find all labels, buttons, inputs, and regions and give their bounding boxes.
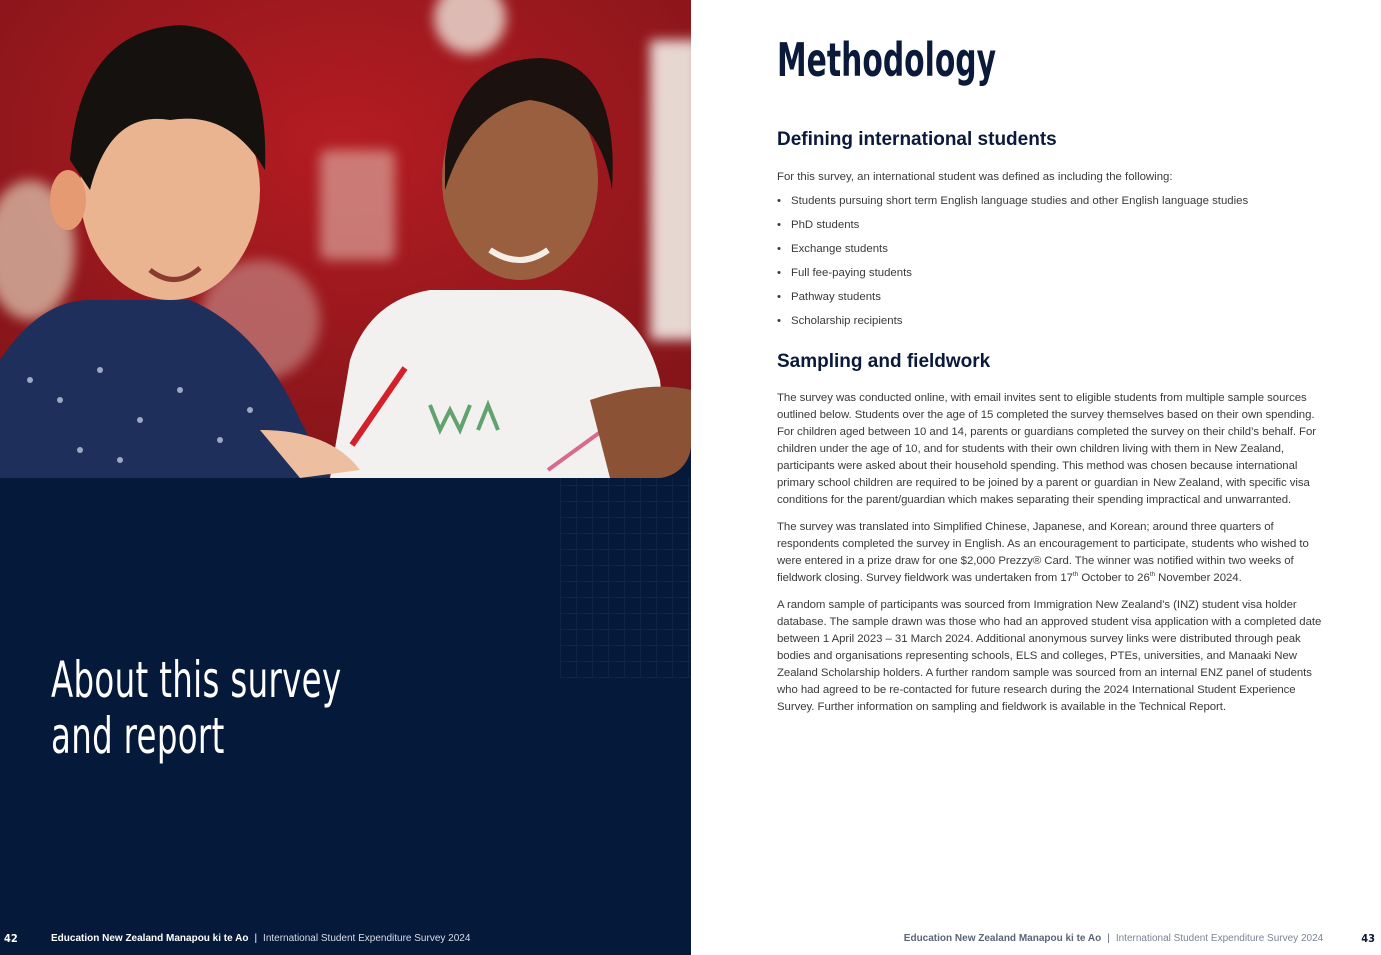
list-item bbox=[777, 218, 1333, 232]
list-item-text: Exchange students bbox=[791, 243, 888, 255]
list-item bbox=[777, 242, 1333, 256]
right-footer bbox=[904, 931, 1375, 947]
left-footer bbox=[4, 931, 684, 947]
right-page bbox=[691, 0, 1381, 955]
paragraph-2-text-a: The survey was translated into Simplified Chinese, Japanese, and Korean; around three quarters of respondents completed the survey in English. As an encouragement to participate, students who wished to were entered in a prize draw for one $2,000 Prezzy® Card. The winner was notified within two weeks of fieldwork closing. Survey fieldwork was undertaken from 17 bbox=[777, 521, 1309, 584]
sampling-paragraph-2 bbox=[777, 519, 1333, 587]
bullet-icon: • bbox=[777, 315, 781, 327]
ordinal-suffix: th bbox=[1149, 571, 1156, 579]
bullet-icon: • bbox=[777, 291, 781, 303]
footer-report-title: International Student Expenditure Survey 2024 bbox=[1115, 933, 1324, 944]
footer-separator: | bbox=[1107, 933, 1110, 944]
list-item-text: PhD students bbox=[791, 219, 860, 231]
bullet-icon: • bbox=[777, 219, 781, 231]
student-type-list bbox=[777, 194, 1333, 328]
paragraph-2-text-c: November 2024. bbox=[1155, 572, 1242, 584]
defining-intro: For this survey, an international student was defined as including the following: bbox=[777, 171, 1173, 183]
footer-org-text: Education New Zealand Manapou ki te Ao bbox=[903, 933, 1102, 944]
footer-report-title: International Student Expenditure Survey 2024 bbox=[263, 933, 471, 944]
cover-photo bbox=[0, 0, 691, 478]
list-item bbox=[777, 314, 1333, 328]
page-title: Methodology bbox=[777, 33, 997, 87]
ordinal-suffix: th bbox=[1072, 571, 1079, 579]
bullet-icon: • bbox=[777, 243, 781, 255]
list-item-text: Scholarship recipients bbox=[791, 315, 903, 327]
sampling-paragraph-1: The survey was conducted online, with email invites sent to eligible students from multiple sample sources outlined below. Students over the age of 15 completed the survey themselves based on their own spending. For children aged between 10 and 14, parents or guardians completed the survey on their child’s behalf. For children under the age of 10, and for students with their own children living with them in New Zealand, participants were asked about their household spending. This method was chosen because international primary school children are required to be joined by a parent or guardian in New Zealand, with specific visa conditions for the parent/guardian which makes separating their spending impractical and unwarranted. bbox=[777, 392, 1316, 506]
heading-sampling-and-fieldwork: Sampling and fieldwork bbox=[777, 351, 991, 372]
list-item bbox=[777, 290, 1333, 304]
footer-org-text: Education New Zealand Manapou ki te Ao bbox=[51, 933, 249, 944]
page-number: 42 bbox=[4, 932, 18, 945]
list-item-text: Full fee-paying students bbox=[791, 267, 912, 279]
page-number: 43 bbox=[1361, 932, 1375, 945]
footer-separator: | bbox=[254, 933, 258, 944]
list-item bbox=[777, 266, 1333, 280]
decorative-pattern bbox=[560, 478, 691, 678]
children-photo-illustration bbox=[0, 0, 691, 478]
paragraph-2-text-b: October to 26 bbox=[1078, 572, 1150, 584]
list-item-text: Students pursuing short term English language studies and other English language studies bbox=[791, 195, 1249, 207]
section-title: About this survey and report bbox=[51, 651, 342, 765]
methodology-content bbox=[777, 128, 1333, 716]
sampling-paragraph-3: A random sample of participants was sourced from Immigration New Zealand’s (INZ) student visa holder database. The sample drawn was those who had an approved student visa application with a completed date between 1 April 2023 – 31 March 2024. Additional anonymous survey links were distributed through peak bodies and organisations representing schools, ELS and colleges, PTEs, universities, and Manaaki New Zealand Scholarship holders. A further random sample was sourced from an internal ENZ panel of students who had agreed to be re-contacted for future research during the 2024 International Student Experience Survey. Further information on sampling and fieldwork is available in the Technical Report. bbox=[777, 599, 1322, 713]
heading-defining-international-students: Defining international students bbox=[777, 129, 1057, 150]
list-item-text: Pathway students bbox=[791, 291, 881, 303]
footer-organisation bbox=[51, 931, 257, 947]
footer-organisation bbox=[904, 931, 1110, 947]
list-item bbox=[777, 194, 1333, 208]
bullet-icon: • bbox=[777, 267, 781, 279]
bullet-icon: • bbox=[777, 195, 781, 207]
